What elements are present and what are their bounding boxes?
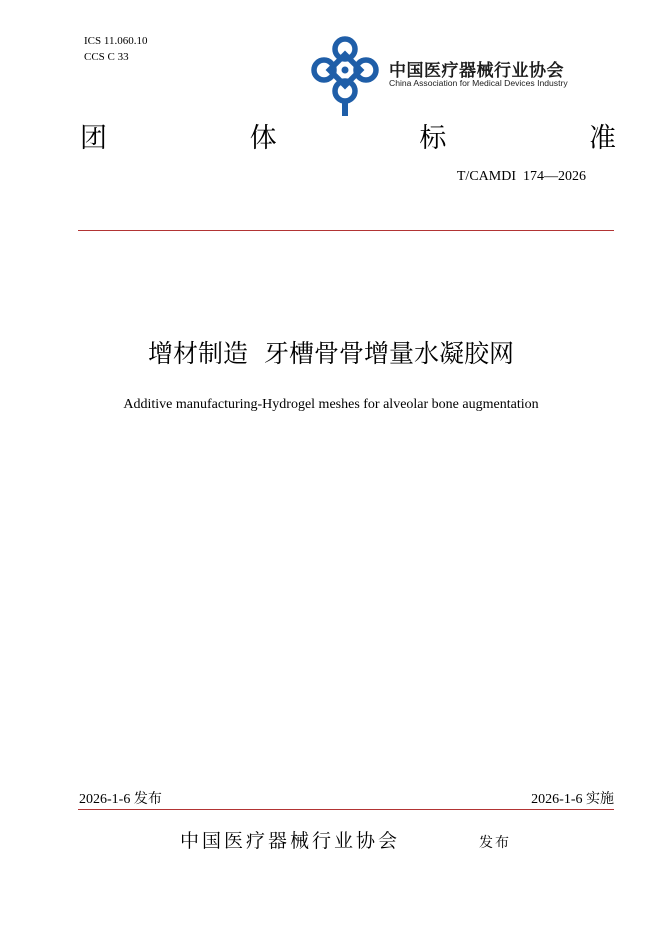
logo-org-name-cn: 中国医疗器械行业协会 <box>389 61 564 81</box>
bottom-divider <box>78 809 614 810</box>
publisher-action: 发布 <box>479 835 511 851</box>
association-logo <box>307 32 607 118</box>
standard-type-char: 准 <box>588 123 616 154</box>
standard-type-char: 团 <box>80 123 107 154</box>
standard-type-char: 标 <box>419 123 447 154</box>
implementation-date: 2026-1-6 实施 <box>531 792 614 807</box>
ics-code: ICS 11.060.10 <box>84 35 148 47</box>
top-divider <box>78 230 614 231</box>
classification-codes <box>84 33 147 65</box>
publish-date: 2026-1-6 发布 <box>79 792 162 807</box>
standard-type-heading <box>80 122 616 156</box>
logo-org-name-en: China Association for Medical Devices Industry <box>389 78 568 88</box>
ccs-code: CCS C 33 <box>84 51 129 63</box>
title-english: Additive manufacturing-Hydrogel meshes for alveolar bone augmentation <box>123 397 539 412</box>
title-chinese: 增材制造 牙槽骨骨增量水凝胶网 <box>148 339 514 368</box>
standard-number: T/CAMDI 174—2026 <box>456 169 586 184</box>
association-emblem-icon <box>307 32 383 118</box>
standard-type-char: 体 <box>249 123 277 154</box>
publisher-name: 中国医疗器械行业协会 <box>180 830 401 852</box>
